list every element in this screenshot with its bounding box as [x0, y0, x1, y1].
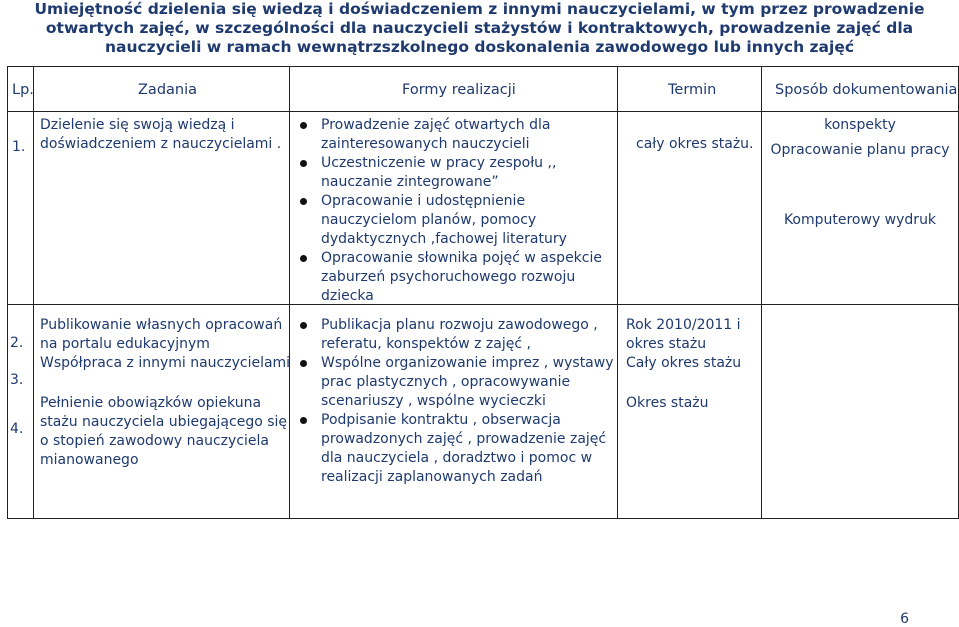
header-documentation: Sposób dokumentowania: [775, 82, 958, 98]
doc-cell: [762, 116, 958, 230]
doc-line: Opracowanie planu pracy: [770, 142, 950, 158]
list-item: Podpisanie kontraktu , obserwacja prowadzonych zajęć , prowadzenie zajęć dla nauczyciela , doradztwo i pomoc w realizacji zaplanowanych zadań: [300, 411, 614, 487]
term-cell: Rok 2010/2011 i okres stażu Cały okres stażu Okres stażu: [626, 317, 742, 411]
header-divider: [7, 111, 959, 112]
row-number: 1.: [12, 139, 26, 155]
row-number: 3.: [10, 372, 24, 388]
doc-line: konspekty: [824, 117, 896, 133]
bullet-icon: [300, 360, 307, 367]
bullet-icon: [300, 417, 307, 424]
column-divider: [33, 66, 34, 519]
heading-line: nauczycieli w ramach wewnątrzszkolnego doskonalenia zawodowego lub innych zajęć: [104, 38, 855, 56]
header-term: Termin: [668, 82, 717, 98]
forms-list: [300, 116, 602, 306]
list-item: Uczestniczenie w pracy zespołu ,, nauczanie zintegrowane”: [300, 154, 602, 192]
bullet-icon: [300, 255, 307, 262]
bullet-icon: [300, 322, 307, 329]
row-number: 4.: [10, 421, 24, 437]
term-cell: cały okres stażu.: [636, 136, 754, 152]
list-item: Opracowanie i udostępnienie nauczycielom planów, pomocy dydaktycznych ,fachowej literatury: [300, 192, 602, 249]
page-number: 6: [900, 611, 909, 627]
task-line: doświadczeniem z nauczycielami .: [40, 136, 282, 152]
forms-list: [300, 316, 614, 487]
table-border-top: [7, 66, 959, 67]
column-divider: [617, 66, 618, 519]
table-border-left: [7, 66, 8, 519]
bullet-icon: [300, 160, 307, 167]
header-lp: Lp.: [12, 82, 34, 98]
doc-line: Komputerowy wydruk: [783, 212, 937, 228]
task-line: Dzielenie się swoją wiedzą i: [40, 117, 235, 133]
task-cell: Publikowanie własnych opracowań na portalu edukacyjnym Współpraca z innymi nauczycielami Pełnienie obowiązków opiekuna stażu nauczyciela ubiegającego się o stopień zawodowy nauczyciela mianowanego: [40, 317, 291, 468]
bullet-icon: [300, 198, 307, 205]
bullet-icon: [300, 122, 307, 129]
list-item: Opracowanie słownika pojęć w aspekcie zaburzeń psychoruchowego rozwoju dziecka: [300, 249, 602, 306]
heading-line: Umiejętność dzielenia się wiedzą i doświadczeniem z innymi nauczycielami, w tym przez prowadzenie: [34, 0, 925, 18]
heading-line: otwartych zajęć, w szczególności dla nauczycieli stażystów i kontraktowych, prowadzenie zajęć dla: [45, 19, 914, 37]
list-item: Publikacja planu rozwoju zawodowego , referatu, konspektów z zajęć ,: [300, 316, 614, 354]
list-item: Prowadzenie zajęć otwartych dla zainteresowanych nauczycieli: [300, 116, 602, 154]
row-number: 2.: [10, 335, 24, 351]
section-heading: [0, 0, 959, 57]
table-border-bottom: [7, 518, 959, 519]
task-cell: [40, 116, 281, 154]
list-item: Wspólne organizowanie imprez , wystawy prac plastycznych , opracowywanie scenariuszy , wspólne wycieczki: [300, 354, 614, 411]
header-tasks: Zadania: [138, 82, 198, 98]
header-forms: Formy realizacji: [402, 82, 516, 98]
